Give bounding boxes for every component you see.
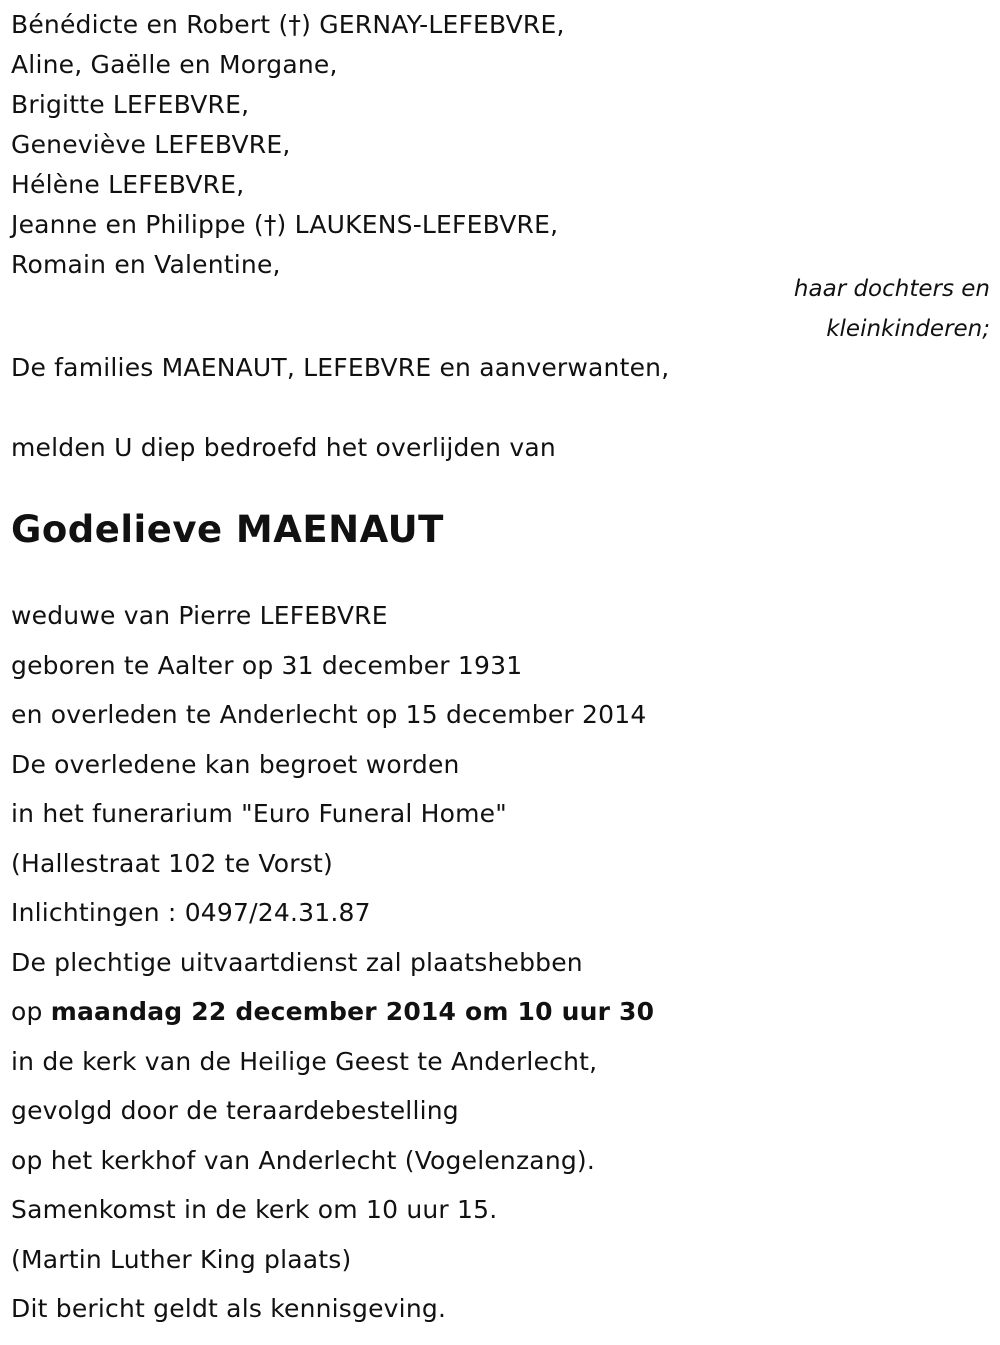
burial-info: gevolgd door de teraardebestelling — [11, 1096, 459, 1125]
family-line: Hélène LEFEBVRE, — [11, 170, 245, 199]
gathering-place: (Martin Luther King plaats) — [11, 1245, 352, 1274]
service-intro: De plechtige uitvaartdienst zal plaatshebben — [11, 948, 583, 977]
funeral-home-address: (Hallestraat 102 te Vorst) — [11, 849, 333, 878]
service-date-line — [11, 996, 654, 1028]
deceased-name: Godelieve MAENAUT — [11, 508, 444, 551]
death-info: en overleden te Anderlecht op 15 december 2014 — [11, 700, 647, 729]
gathering-info: Samenkomst in de kerk om 10 uur 15. — [11, 1195, 498, 1224]
announcement: melden U diep bedroefd het overlijden van — [11, 433, 556, 462]
viewing-info: De overledene kan begroet worden — [11, 750, 460, 779]
widow-of: weduwe van Pierre LEFEBVRE — [11, 601, 388, 630]
family-line: Jeanne en Philippe (†) LAUKENS-LEFEBVRE, — [11, 210, 559, 239]
relation-note-line-2: kleinkinderen; — [826, 316, 990, 342]
service-datetime: maandag 22 december 2014 om 10 uur 30 — [50, 997, 655, 1026]
service-prefix: op — [11, 997, 51, 1026]
extended-family: De families MAENAUT, LEFEBVRE en aanverwanten, — [11, 353, 670, 382]
family-line: Geneviève LEFEBVRE, — [11, 130, 291, 159]
church-info: in de kerk van de Heilige Geest te Anderlecht, — [11, 1047, 598, 1076]
family-line: Aline, Gaëlle en Morgane, — [11, 50, 338, 79]
cemetery-info: op het kerkhof van Anderlecht (Vogelenzang). — [11, 1146, 596, 1175]
notice-statement: Dit bericht geldt als kennisgeving. — [11, 1294, 447, 1323]
contact-info: Inlichtingen : 0497/24.31.87 — [11, 898, 371, 927]
relation-note-line-1: haar dochters en — [793, 276, 990, 302]
family-line: Bénédicte en Robert (†) GERNAY-LEFEBVRE, — [11, 10, 565, 39]
family-line: Romain en Valentine, — [11, 250, 281, 279]
funeral-home: in het funerarium "Euro Funeral Home" — [11, 799, 507, 828]
family-line: Brigitte LEFEBVRE, — [11, 90, 250, 119]
birth-info: geboren te Aalter op 31 december 1931 — [11, 651, 523, 680]
